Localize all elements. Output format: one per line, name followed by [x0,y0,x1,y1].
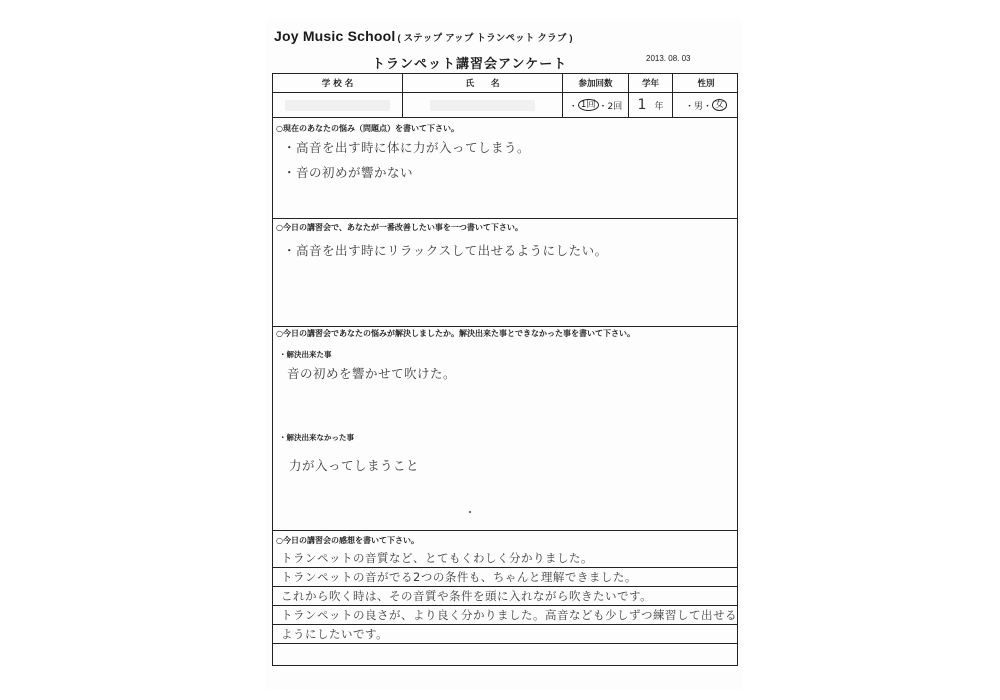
info-table [272,73,738,118]
info-table-header-row [273,74,737,93]
attendance-option-1[interactable]: 1回 [578,99,599,111]
divider [273,218,737,219]
divider [273,530,737,531]
col-name: 氏 名 [403,74,563,92]
q4-answer-3[interactable]: これから吹く時は、その音質や条件を頭に入れながら吹きたいです。 [281,589,653,603]
col-grade: 学年 [629,74,673,92]
gender-field[interactable] [673,92,739,118]
divider [273,326,737,327]
gender-female[interactable]: 女 [712,99,727,111]
col-gender: 性別 [697,79,715,89]
q4-answer-5[interactable]: ようにしたいです。 [281,627,389,641]
school-subtitle: ( ステップ アップ トランペット クラブ ) [397,33,573,44]
attendance-sep: ・ [598,101,608,112]
col-school: 学 校 名 [273,74,403,92]
attendance-option-2[interactable]: 2回 [607,101,623,112]
redacted-name [430,100,535,111]
writing-line [273,643,737,644]
student-name-field[interactable] [403,92,563,118]
school-name-field[interactable] [273,92,403,118]
q4-answer-4[interactable]: トランペットの良さが、より良く分かりました。高音なども少しずつ練習して出せる [281,608,737,622]
attendance-field[interactable] [563,92,629,118]
survey-body [272,118,738,666]
gender-sep: ・ [703,101,713,112]
grade-field[interactable] [629,92,673,118]
q1-question: ○現在のあなたの悩み（問題点）を書いて下さい。 [276,124,459,133]
survey-date: 2013. 08. 03 [646,54,691,63]
school-name: Joy Music School [274,28,396,44]
q1-answer-1[interactable]: ・高音を出す時に体に力が入ってしまう。 [283,140,531,155]
q4-answer-1[interactable]: トランペットの音質など、とてもくわしく分かりました。 [281,551,593,565]
redacted-school [285,100,390,111]
q3-unsolved-answer[interactable]: 力が入ってしまうこと [289,458,420,473]
survey-sheet [266,20,742,690]
col-attendance: 参加回数 [563,74,629,92]
q3-question: ○今日の講習会であなたの悩みが解決しましたか。解決出来た事とできなかった事を書いて下さい。 [276,329,635,338]
attendance-prefix: ・ [568,101,578,112]
writing-line [273,586,737,587]
writing-line [273,567,737,568]
q4-answer-2[interactable]: トランペットの音がでる2つの条件も、ちゃんと理解できました。 [281,570,637,584]
gender-prefix: ・ [684,101,694,112]
grade-value: 1 [637,97,647,113]
writing-line [273,605,737,606]
q3-solved-answer[interactable]: 音の初めを響かせて吹けた。 [287,366,457,381]
q3-solved-label: ・解決出来た事 [279,350,332,359]
writing-line [273,624,737,625]
survey-title: トランペット講習会アンケート [372,57,568,72]
gender-male[interactable]: 男 [693,101,703,112]
school-header [274,28,573,44]
info-table-value-row [273,92,737,118]
q3-unsolved-label: ・解決出来なかった事 [279,433,354,442]
q4-question: ○今日の講習会の感想を書いて下さい。 [276,536,419,545]
q2-question: ○今日の講習会で、あなたが一番改善したい事を一つ書いて下さい。 [276,223,523,232]
q1-answer-2[interactable]: ・音の初めが響かない [283,165,414,180]
grade-unit: 年 [654,101,664,112]
q2-answer-1[interactable]: ・高音を出す時にリラックスして出せるようにしたい。 [283,243,608,258]
paper-speck [469,511,471,513]
